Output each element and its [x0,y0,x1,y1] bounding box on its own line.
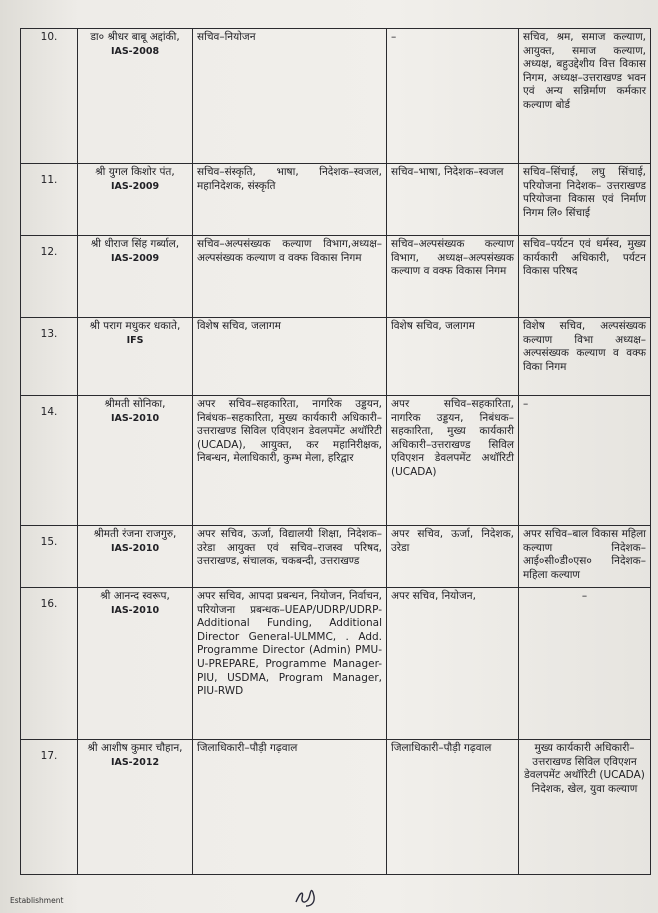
additional-charge: सचिव–पर्यटन एवं धर्मस्व, मुख्य कार्यकारी अधिकारी, पर्यटन विकास परिषद [519,236,651,318]
officer-service: IAS-2008 [110,45,160,57]
new-posting: जिलाधिकारी–पौड़ी गढ़वाल [387,740,519,875]
current-posting: जिलाधिकारी–पौड़ी गढ़वाल [193,740,387,875]
officer-name-cell [78,396,193,526]
current-posting: सचिव–अल्पसंख्यक कल्याण विभाग,अध्यक्ष–अल्पसंख्यक कल्याण व वक्फ विकास निगम [193,236,387,318]
serial-number: 17. [21,740,78,875]
officer-name: डा० श्रीधर बाबू अद्दांकी, [90,31,180,43]
table-row [21,526,651,588]
new-posting: अपर सचिव–सहकारिता, नागरिक उड्डयन, निबंधक–सहकारिता, मुख्य कार्यकारी अधिकारी–उत्तराखण्ड सिविल एविएशन डेवलपमेंट अथॉरिटी (UCADA) [387,396,519,526]
serial-number: 12. [21,236,78,318]
officer-name-cell [78,318,193,396]
additional-charge: सचिव, श्रम, समाज कल्याण, आयुक्त, समाज कल्याण, अध्यक्ष, बहुउद्देशीय वित्त विकास निगम, अध्यक्ष–उत्तराखण्ड भवन एवं अन्य सन्निर्माण कर्मकार कल्याण बोर्ड [519,29,651,164]
officer-service: IAS-2010 [110,542,160,554]
officer-name-cell [78,164,193,236]
new-posting: सचिव–अल्पसंख्यक कल्याण विभाग, अध्यक्ष–अल्पसंख्यक कल्याण व वक्फ विकास निगम [387,236,519,318]
serial-number: 13. [21,318,78,396]
footer-label: Establishment [10,896,64,905]
officer-name-cell [78,740,193,875]
table-row [21,318,651,396]
new-posting: – [387,29,519,164]
additional-charge: सचिव–सिंचाई, लघु सिंचाई, परियोजना निदेशक– उत्तराखण्ड परियोजना विकास एवं निर्माण निगम लि० सिंचाई [519,164,651,236]
serial-number: 11. [21,164,78,236]
officer-name: श्री आनन्द स्वरूप, [100,590,170,602]
table-row [21,588,651,740]
officer-name: श्रीमती रंजना राजगुरु, [93,528,177,540]
posting-table [20,28,651,875]
additional-charge: अपर सचिव–बाल विकास महिला कल्याण निदेशक–आई०सी०डी०एस० निदेशक–महिला कल्याण [519,526,651,588]
officer-name: श्री युगल किशोर पंत, [95,166,175,178]
table-row [21,396,651,526]
signature-mark [292,884,320,908]
table-row [21,740,651,875]
new-posting: सचिव–भाषा, निदेशक–स्वजल [387,164,519,236]
additional-charge: मुख्य कार्यकारी अधिकारी– उत्तराखण्ड सिविल एविएशन डेवलपमेंट अथॉरिटी (UCADA) निदेशक, खेल, युवा कल्याण [519,740,651,875]
additional-charge: विशेष सचिव, अल्पसंख्यक कल्याण विभा अध्यक्ष–अल्पसंख्यक कल्याण व वक्फ विका निगम [519,318,651,396]
serial-number: 15. [21,526,78,588]
officer-name-cell [78,236,193,318]
officer-service: IFS [126,334,144,346]
new-posting: विशेष सचिव, जलागम [387,318,519,396]
current-posting: सचिव–नियोजन [193,29,387,164]
table-row [21,236,651,318]
table-row [21,164,651,236]
officer-name: श्री आशीष कुमार चौहान, [87,742,183,754]
officer-name: श्रीमती सोनिका, [104,398,166,410]
officer-service: IAS-2009 [110,180,160,192]
current-posting: सचिव–संस्कृति, भाषा, निदेशक–स्वजल, महानिदेशक, संस्कृति [193,164,387,236]
officer-name-cell [78,588,193,740]
additional-charge: – [519,396,651,526]
officer-service: IAS-2012 [110,756,160,768]
officer-service: IAS-2010 [110,604,160,616]
officer-name: श्री धीराज सिंह गर्ब्याल, [90,238,180,250]
officer-service: IAS-2009 [110,252,160,264]
officer-name-cell [78,526,193,588]
current-posting: अपर सचिव–सहकारिता, नागरिक उड्डयन, निबंधक–सहकारिता, मुख्य कार्यकारी अधिकारी– उत्तराखण्ड सिविल एविएशन डेवलपमेंट अथॉरिटी (UCADA), आयुक्त, कर महानिरीक्षक, निबन्धन, मेलाधिकारी, कुम्भ मेला, हरिद्वार [193,396,387,526]
table-row [21,29,651,164]
new-posting: अपर सचिव, ऊर्जा, निदेशक, उरेडा [387,526,519,588]
additional-charge: – [519,588,651,740]
officer-name-cell [78,29,193,164]
current-posting: विशेष सचिव, जलागम [193,318,387,396]
serial-number: 14. [21,396,78,526]
current-posting: अपर सचिव, आपदा प्रबन्धन, नियोजन, निर्वाचन, परियोजना प्रबन्धक–UEAP/UDRP/UDRP-Additional Funding, Additional Director General-ULMMC, . Add. Programme Director (Admin) PMU-U-PREPARE, Programme Manager-PIU, USDMA, Program Manager, PIU-RWD [193,588,387,740]
new-posting: अपर सचिव, नियोजन, [387,588,519,740]
serial-number: 16. [21,588,78,740]
serial-number: 10. [21,29,78,164]
officer-service: IAS-2010 [110,412,160,424]
officer-name: श्री पराग मधुकर धकाते, [89,320,181,332]
current-posting: अपर सचिव, ऊर्जा, विद्यालयी शिक्षा, निदेशक–उरेडा आयुक्त एवं सचिव–राजस्व परिषद, उत्तराखण्ड, संचालक, चकबन्दी, उत्तराखण्ड [193,526,387,588]
